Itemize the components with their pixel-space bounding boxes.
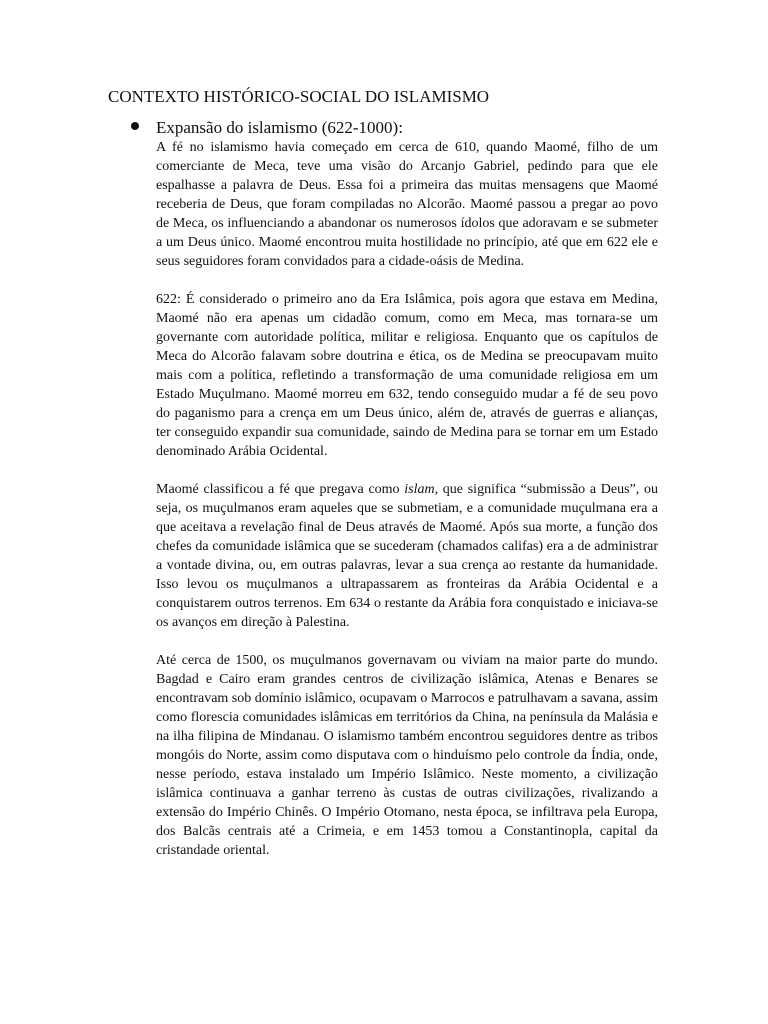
document-title: CONTEXTO HISTÓRICO-SOCIAL DO ISLAMISMO	[108, 87, 490, 106]
paragraph-3-text-start: Maomé classificou a fé que pregava como	[156, 482, 405, 497]
paragraph-3	[156, 480, 658, 632]
section-heading: Expansão do islamismo (622-1000):	[156, 118, 403, 137]
bullet-icon	[131, 122, 139, 130]
paragraph-4: Até cerca de 1500, os muçulmanos governavam ou viviam na maior parte do mundo. Bagdad e Cairo eram grandes centros de civilização islâmica, Atenas e Benares se encontravam sob domínio islâmico, ocupavam o Marrocos e patrulhavam a savana, assim como florescia comunidades islâmicas em territórios da China, na península da Malásia e na ilha filipina de Mindanau. O islamismo também encontrou seguidores dentre as tribos mongóis do Norte, assim como disputava com o hinduísmo pelo controle da Índia, onde, nesse período, estava instalado um Império Islâmico. Neste momento, a civilização islâmica continuava a ganhar terreno às custas de outras civilizações, rivalizando a extensão do Império Chinês. O Império Otomano, nesta época, se infiltrava pela Europa, dos Balcãs centrais até a Crimeia, e em 1453 tomou a Constantinopla, capital da cristandade oriental.	[156, 653, 658, 858]
islam-term: islam	[404, 482, 435, 497]
paragraph-1: A fé no islamismo havia começado em cerca de 610, quando Maomé, filho de um comerciante de Meca, teve uma visão do Arcanjo Gabriel, pedindo para que ele espalhasse a palavra de Deus. Essa foi a primeira das muitas mensagens que Maomé receberia de Deus, que foram compiladas no Alcorão. Maomé passou a pregar ao povo de Meca, os influenciando a abandonar os numerosos ídolos que adoravam e se submeter a um Deus único. Maomé encontrou muita hostilidade no princípio, até que em 622 ele e seus seguidores foram convidados para a cidade-oásis de Medina.	[156, 140, 658, 269]
paragraph-3-text-end: , que significa “submissão a Deus”, ou seja, os muçulmanos eram aqueles que se submetiam, e a comunidade muçulmana era a que aceitava a revelação final de Deus através de Maomé. Após sua morte, a função dos chefes da comunidade islâmica que se sucederam (chamados califas) era a de administrar a vontade divina, ou, em outras palavras, levar a sua crença ao restante da humanidade. Isso levou os muçulmanos a ultrapassarem as fronteiras da Arábia Ocidental e a conquistarem outros terrenos. Em 634 o restante da Arábia fora conquistado e iniciava-se os avanços em direção à Palestina.	[156, 482, 658, 630]
paragraph-2: 622: É considerado o primeiro ano da Era Islâmica, pois agora que estava em Medina, Maomé não era apenas um cidadão comum, como em Meca, mas tornara-se um governante com autoridade política, militar e religiosa. Enquanto que os capítulos de Meca do Alcorão falavam sobre doutrina e ética, os de Medina se preocupavam muito mais com a política, refletindo a transformação de uma comunidade religiosa em um Estado Muçulmano. Maomé morreu em 632, tendo conseguido mudar a fé de seu povo do paganismo para a crença em um Deus único, além de, através de guerras e alianças, ter conseguido expandir sua comunidade, saindo de Medina para se tornar em um Estado denominado Arábia Ocidental.	[156, 292, 658, 459]
section-body	[156, 138, 658, 879]
